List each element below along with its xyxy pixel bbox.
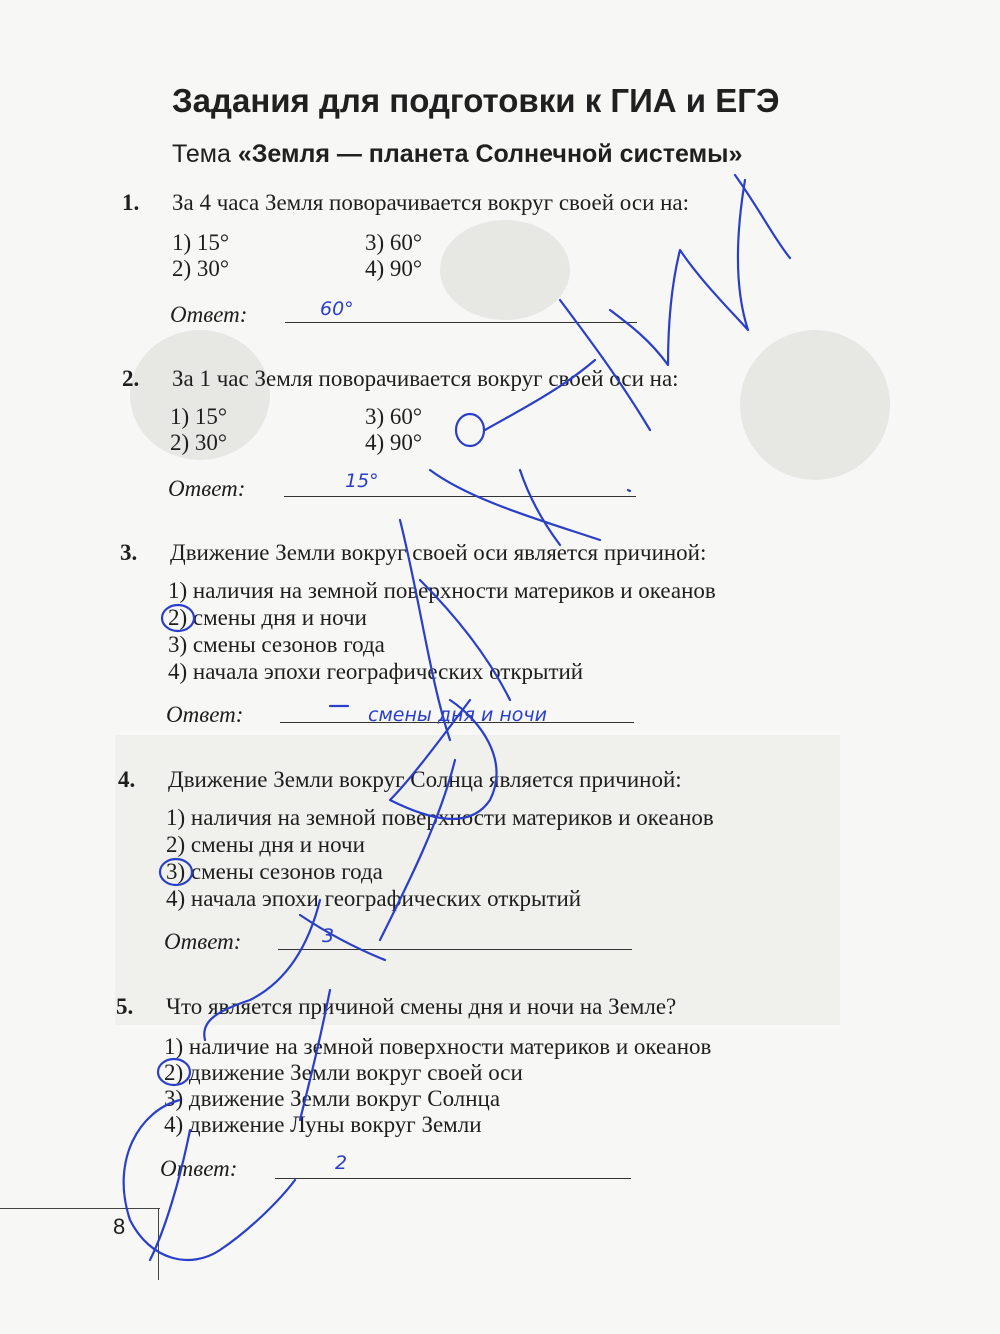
question-number: 5. [116, 994, 134, 1019]
answer-label: Ответ: [170, 302, 248, 327]
question-number: 2. [122, 366, 140, 391]
question-text: Движение Земли вокруг своей оси является причиной: [170, 540, 707, 565]
question-text: Что является причиной смены дня и ночи на Земле? [166, 994, 677, 1019]
option: 4) начала эпохи географических открытий [168, 659, 584, 684]
handwritten-answer: 15° [345, 470, 379, 492]
bleed-through-blob [740, 330, 890, 480]
question-number: 3. [120, 540, 138, 565]
ink-stroke [150, 1130, 190, 1260]
ink-stroke [520, 470, 560, 545]
question-number: 4. [118, 767, 136, 792]
ink-stroke [456, 414, 484, 446]
option: 4) 90° [365, 430, 423, 455]
option: 1) наличия на земной поверхности материков и океанов [168, 578, 716, 603]
page-title: Задания для подготовки к ГИА и ЕГЭ [172, 82, 780, 119]
bleed-through-blob [440, 220, 570, 320]
answer-label: Ответ: [168, 476, 246, 501]
option: 1) наличие на земной поверхности материков и океанов [164, 1034, 712, 1059]
topic-name: «Земля — планета Солнечной системы» [237, 140, 743, 168]
option: 1) наличия на земной поверхности материков и океанов [166, 805, 714, 830]
option: 4) движение Луны вокруг Земли [164, 1112, 482, 1137]
option: 4) начала эпохи географических открытий [166, 886, 582, 911]
option: 2) смены дня и ночи [166, 832, 365, 857]
page-topic [172, 140, 812, 169]
option: 1) 15° [170, 404, 228, 429]
option: 2) смены дня и ночи [168, 605, 367, 630]
page-corner-rule [0, 1208, 160, 1209]
handwritten-answer: 60° [320, 298, 354, 320]
page-number: 8 [113, 1214, 126, 1239]
answer-line [284, 496, 636, 497]
option: 3) движение Земли вокруг Солнца [164, 1086, 501, 1111]
topic-prefix: Тема [172, 140, 238, 168]
handwritten-answer: 2 [335, 1152, 348, 1174]
question-text: Движение Земли вокруг Солнца является причиной: [168, 767, 682, 792]
answer-line [275, 1178, 631, 1179]
answer-label: Ответ: [166, 702, 244, 727]
ink-stroke [560, 300, 650, 430]
answer-label: Ответ: [160, 1156, 238, 1181]
answer-label: Ответ: [164, 929, 242, 954]
option: 2) 30° [172, 256, 230, 281]
option: 3) 60° [365, 230, 423, 255]
option: 3) смены сезонов года [166, 859, 383, 884]
page-corner-rule [158, 1208, 159, 1280]
handwritten-answer: 3 [322, 925, 335, 947]
option: 3) смены сезонов года [168, 632, 385, 657]
handwritten-answer: смены дня и ночи [368, 704, 547, 726]
ink-stroke [735, 175, 790, 258]
option: 2) 30° [170, 430, 228, 455]
question-text: За 4 часа Земля поворачивается вокруг своей оси на: [172, 190, 690, 215]
answer-line [285, 322, 637, 323]
ink-stroke [430, 470, 600, 540]
ink-dot [628, 490, 630, 491]
question-number: 1. [122, 190, 140, 215]
question-text: За 1 час Земля поворачивается вокруг своей оси на: [172, 366, 679, 391]
option: 1) 15° [172, 230, 230, 255]
option: 3) 60° [365, 404, 423, 429]
option: 4) 90° [365, 256, 423, 281]
option: 2) движение Земли вокруг своей оси [164, 1060, 523, 1085]
answer-line [278, 949, 632, 950]
